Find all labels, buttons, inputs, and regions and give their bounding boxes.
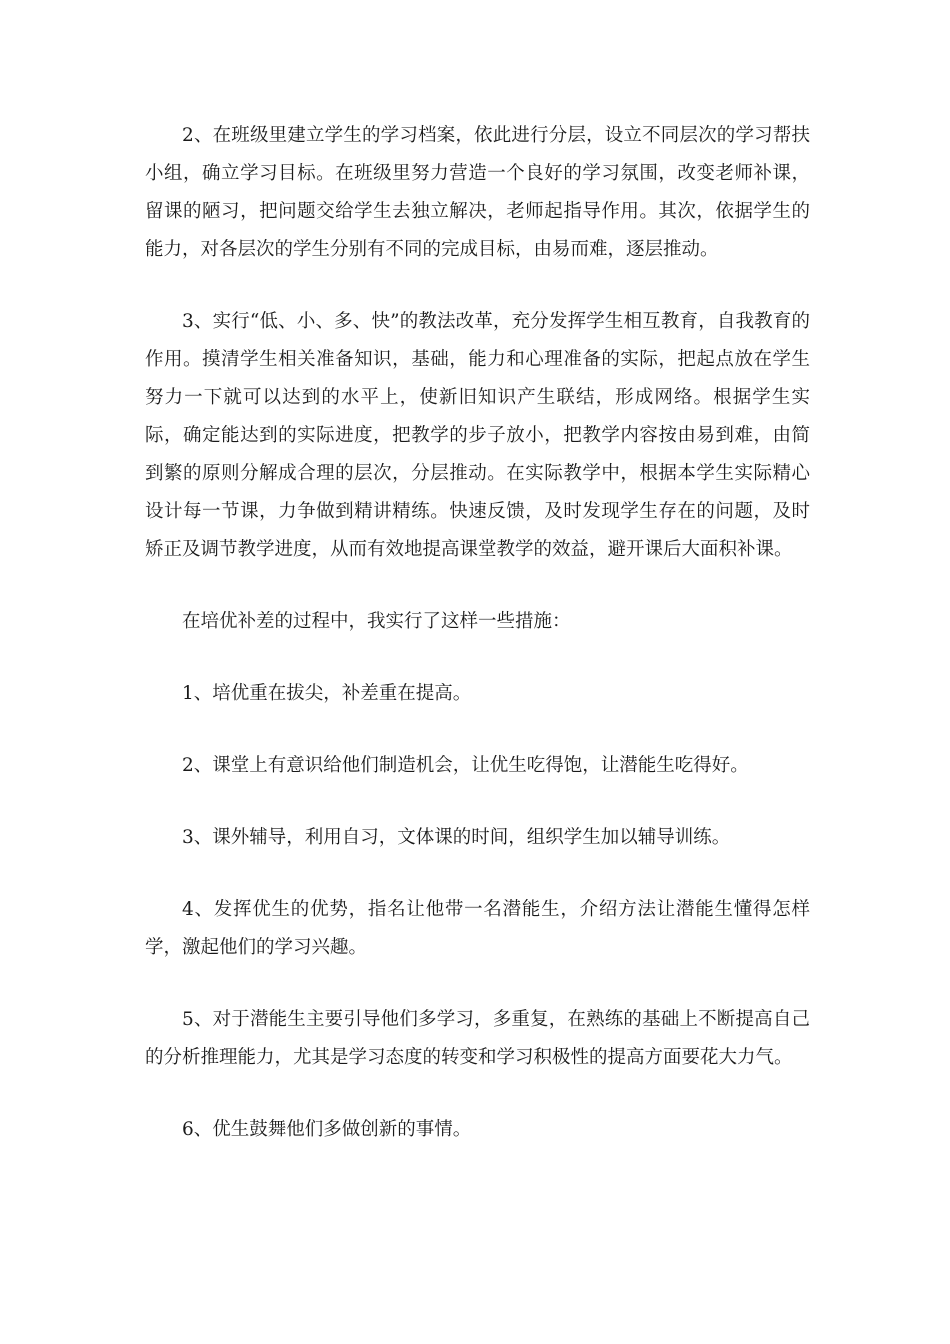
document-body bbox=[145, 117, 810, 1183]
paragraph-measure-2: 2、课堂上有意识给他们制造机会，让优生吃得饱，让潜能生吃得好。 bbox=[182, 755, 749, 776]
paragraph-measure-6: 6、优生鼓舞他们多做创新的事情。 bbox=[182, 1119, 472, 1140]
paragraph-measure-5: 5、对于潜能生主要引导他们多学习，多重复，在熟练的基础上不断提高自己的分析推理能力，尤其是学习态度的转变和学习积极性的提高方面要花大力气。 bbox=[145, 1009, 810, 1068]
paragraph-measure-3: 3、课外辅导，利用自习，文体课的时间，组织学生加以辅导训练。 bbox=[182, 827, 731, 848]
paragraph-item-2-layering: 2、在班级里建立学生的学习档案，依此进行分层，设立不同层次的学习帮扶小组，确立学习目标。在班级里努力营造一个良好的学习氛围，改变老师补课，留课的陋习，把问题交给学生去独立解决，老师起指导作用。其次，依据学生的能力，对各层次的学生分别有不同的完成目标，由易而难，逐层推动。 bbox=[145, 125, 810, 260]
paragraph-item-3-teaching-reform: 3、实行“低、小、多、快”的教法改革，充分发挥学生相互教育，自我教育的作用。摸清学生相关准备知识，基础，能力和心理准备的实际，把起点放在学生努力一下就可以达到的水平上，使新旧知识产生联结，形成网络。根据学生实际，确定能达到的实际进度，把教学的步子放小，把教学内容按由易到难，由简到繁的原则分解成合理的层次，分层推动。在实际教学中，根据本学生实际精心设计每一节课，力争做到精讲精练。快速反馈，及时发现学生存在的问题，及时矫正及调节教学进度，从而有效地提高课堂教学的效益，避开课后大面积补课。 bbox=[145, 311, 810, 560]
paragraph-measure-4: 4、发挥优生的优势，指名让他带一名潜能生，介绍方法让潜能生懂得怎样学，激起他们的学习兴趣。 bbox=[145, 899, 810, 958]
paragraph-measures-intro: 在培优补差的过程中，我实行了这样一些措施： bbox=[182, 611, 571, 632]
paragraph-measure-1: 1、培优重在拔尖，补差重在提高。 bbox=[182, 683, 472, 704]
